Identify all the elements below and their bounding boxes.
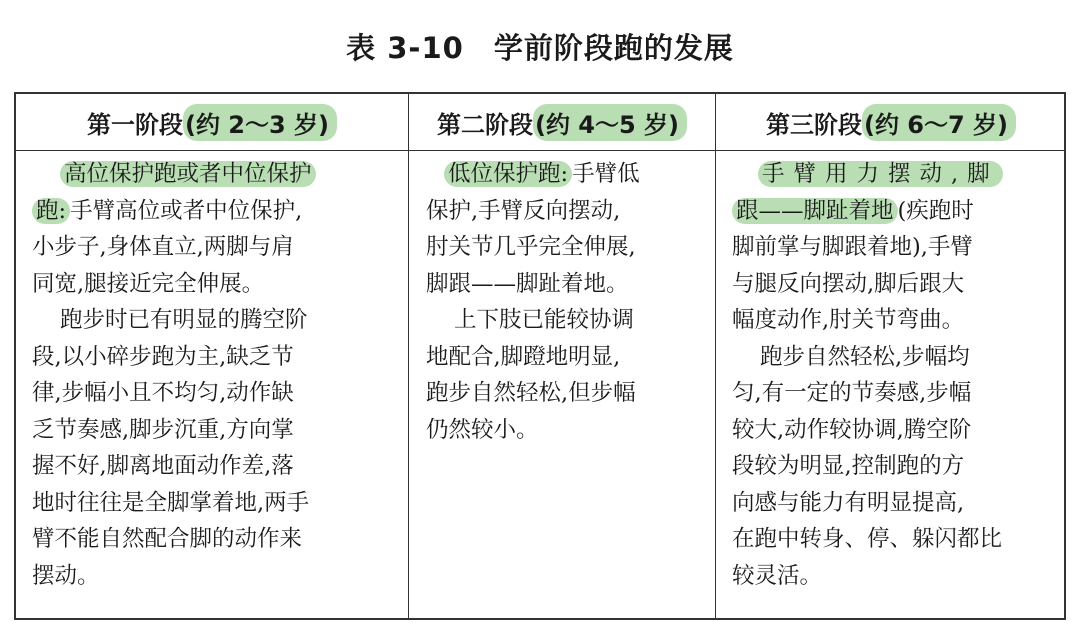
text-line: 仍然较小。 — [426, 416, 539, 443]
header-stage-2-age: (约 4～5 岁) — [533, 104, 687, 141]
text-line: 脚跟——脚趾着地。 — [426, 270, 629, 297]
text-line: 脚前掌与脚跟着地),手臂 — [732, 234, 973, 260]
text-line: 段较为明显,控制跑的方 — [732, 453, 965, 479]
column-divider — [715, 94, 716, 618]
column-divider — [408, 94, 409, 618]
text-line: 律,步幅小且不均匀,动作缺 — [32, 380, 294, 406]
header-stage-3 — [716, 94, 1066, 150]
text-line: 匀,有一定的节奏感,步幅 — [732, 380, 972, 406]
text-line: 跑步时已有明显的腾空阶 — [60, 307, 308, 333]
highlighted-term: 高位保护跑或者中位保护 — [60, 161, 316, 187]
text-line: 跑步自然轻松,步幅均 — [760, 343, 970, 370]
header-stage-1-age: (约 2～3 岁) — [183, 104, 337, 141]
header-stage-2 — [409, 94, 715, 150]
highlighted-term: 低位保护跑: — [444, 161, 572, 187]
stage-3-description — [732, 156, 1054, 594]
stage-1-description — [32, 156, 394, 594]
text-line: 同宽,腿接近完全伸展。 — [32, 270, 265, 297]
text-line: 保护,手臂反向摆动, — [426, 197, 621, 224]
highlighted-term: 跑: — [32, 198, 70, 224]
text-line: 上下肢已能较协调 — [454, 307, 635, 333]
highlighted-term: 跟——脚趾着地 — [732, 198, 898, 224]
text-line — [32, 156, 394, 193]
text-line — [732, 156, 1054, 193]
text-line: 向感与能力有明显提高, — [732, 489, 965, 516]
header-stage-3-age: (约 6～7 岁) — [862, 104, 1016, 141]
text-line: 握不好,脚离地面动作差,落 — [32, 453, 294, 479]
text-line: 在跑中转身、停、躲闪都比 — [732, 526, 1003, 552]
development-table — [14, 92, 1066, 620]
text-line: 小步子,身体直立,两脚与肩 — [32, 234, 294, 260]
text-line: 跟——脚趾着地 (疾跑时 — [732, 193, 1054, 230]
text-line: 较灵活。 — [732, 562, 823, 589]
table-title: 表 3-10 学前阶段跑的发展 — [346, 31, 734, 65]
header-divider — [16, 150, 1064, 151]
text-line: 跑: 手臂高位或者中位保护, — [32, 193, 394, 230]
text-line: 跑步自然轻松,但步幅 — [426, 380, 636, 406]
text-line: 肘关节几乎完全伸展, — [426, 234, 636, 260]
text-line: 乏节奏感,脚步沉重,方向掌 — [32, 416, 294, 443]
header-stage-2-name: 第二阶段 — [436, 110, 533, 139]
stage-2-description — [426, 156, 706, 448]
header-stage-1-name: 第一阶段 — [86, 110, 183, 139]
header-stage-1 — [16, 94, 408, 150]
text-line: 低位保护跑: 手臂低 — [426, 156, 706, 193]
text-line: 幅度动作,肘关节弯曲。 — [732, 307, 965, 333]
text-line: 段,以小碎步跑为主,缺乏节 — [32, 343, 294, 370]
text-line: 地时往往是全脚掌着地,两手 — [32, 489, 310, 516]
text-line: 与腿反向摆动,脚后跟大 — [732, 270, 965, 297]
text-line: 臂不能自然配合脚的动作来 — [32, 526, 303, 552]
text-line: 摆动。 — [32, 562, 100, 589]
highlighted-term: 手臂用力摆动,脚 — [758, 161, 1003, 187]
text-line: 地配合,脚蹬地明显, — [426, 343, 621, 370]
text-line: 较大,动作较协调,腾空阶 — [732, 416, 972, 443]
header-stage-3-name: 第三阶段 — [765, 110, 862, 139]
